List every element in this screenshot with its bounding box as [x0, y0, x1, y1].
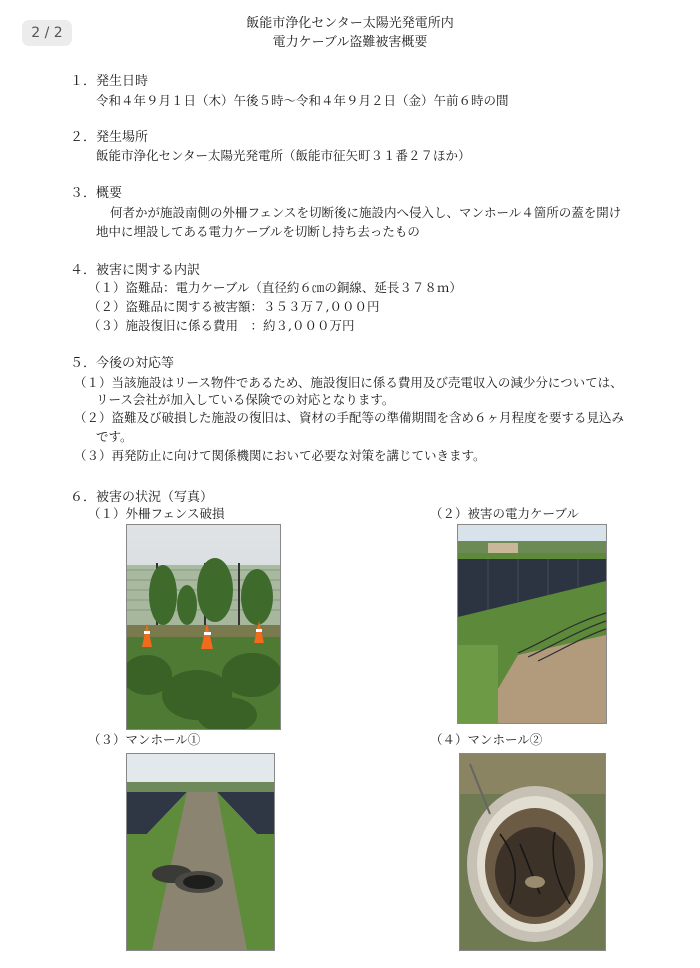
section-1-text: 令和４年９月１日（木）午後５時～令和４年９月２日（金）午前６時の間	[96, 93, 509, 108]
photo-damaged-cable	[457, 524, 607, 724]
title-line-2: 電力ケーブル盗難被害概要	[272, 35, 428, 50]
section-4-heading: ４．被害に関する内訳	[70, 263, 201, 278]
document-title	[0, 14, 700, 52]
photo-fence-damage	[126, 524, 281, 730]
section-5-item-1-line-2: リース会社が加入している保険での対応となります。	[96, 392, 395, 407]
page-indicator: 2 / 2	[22, 20, 72, 46]
section-4-item-1: （１）盗難品：電力ケーブル（直径約６㎝の銅線、延長３７８ｍ）	[88, 280, 462, 295]
title-line-1: 飯能市浄化センター太陽光発電所内	[246, 16, 454, 31]
section-5-item-1-line-1: （１）当該施設はリース物件であるため、施設復旧に係る費用及び売電収入の減少分については、	[74, 375, 623, 390]
section-4-item-2: （２）盗難品に関する被害額：３５３万７,０００円	[88, 299, 380, 314]
section-6-heading: ６．被害の状況（写真）	[70, 490, 214, 505]
section-2-heading: ２．発生場所	[70, 130, 149, 145]
section-5-item-3: （３）再発防止に向けて関係機関において必要な対策を講じていきます。	[74, 448, 486, 463]
photo-manhole-2	[459, 753, 606, 951]
photo-caption-2: （２）被害の電力ケーブル	[430, 506, 579, 521]
section-3-line-2: 地中に埋設してある電力ケーブルを切断し持ち去ったもの	[96, 224, 420, 239]
photo-caption-3: （３）マンホール①	[88, 732, 201, 747]
section-5-item-2-line-2: です。	[96, 429, 133, 444]
photo-caption-4: （４）マンホール②	[430, 732, 543, 747]
section-5-heading: ５．今後の対応等	[70, 356, 175, 371]
section-3-heading: ３．概要	[70, 186, 123, 201]
section-2-text: 飯能市浄化センター太陽光発電所（飯能市征矢町３１番２７ほか）	[96, 148, 471, 163]
section-5-item-2-line-1: （２）盗難及び破損した施設の復旧は、資材の手配等の準備期間を含め６ヶ月程度を要する見込み	[74, 410, 625, 425]
photo-caption-1: （１）外柵フェンス破損	[88, 506, 225, 521]
section-4-item-3: （３）施設復旧に係る費用 ：約３,０００万円	[88, 318, 355, 333]
photo-manhole-1	[126, 753, 275, 951]
section-3-line-1: 何者かが施設南側の外柵フェンスを切断後に施設内へ侵入し、マンホール４箇所の蓋を開け	[110, 205, 622, 220]
section-1-heading: １．発生日時	[70, 74, 149, 89]
